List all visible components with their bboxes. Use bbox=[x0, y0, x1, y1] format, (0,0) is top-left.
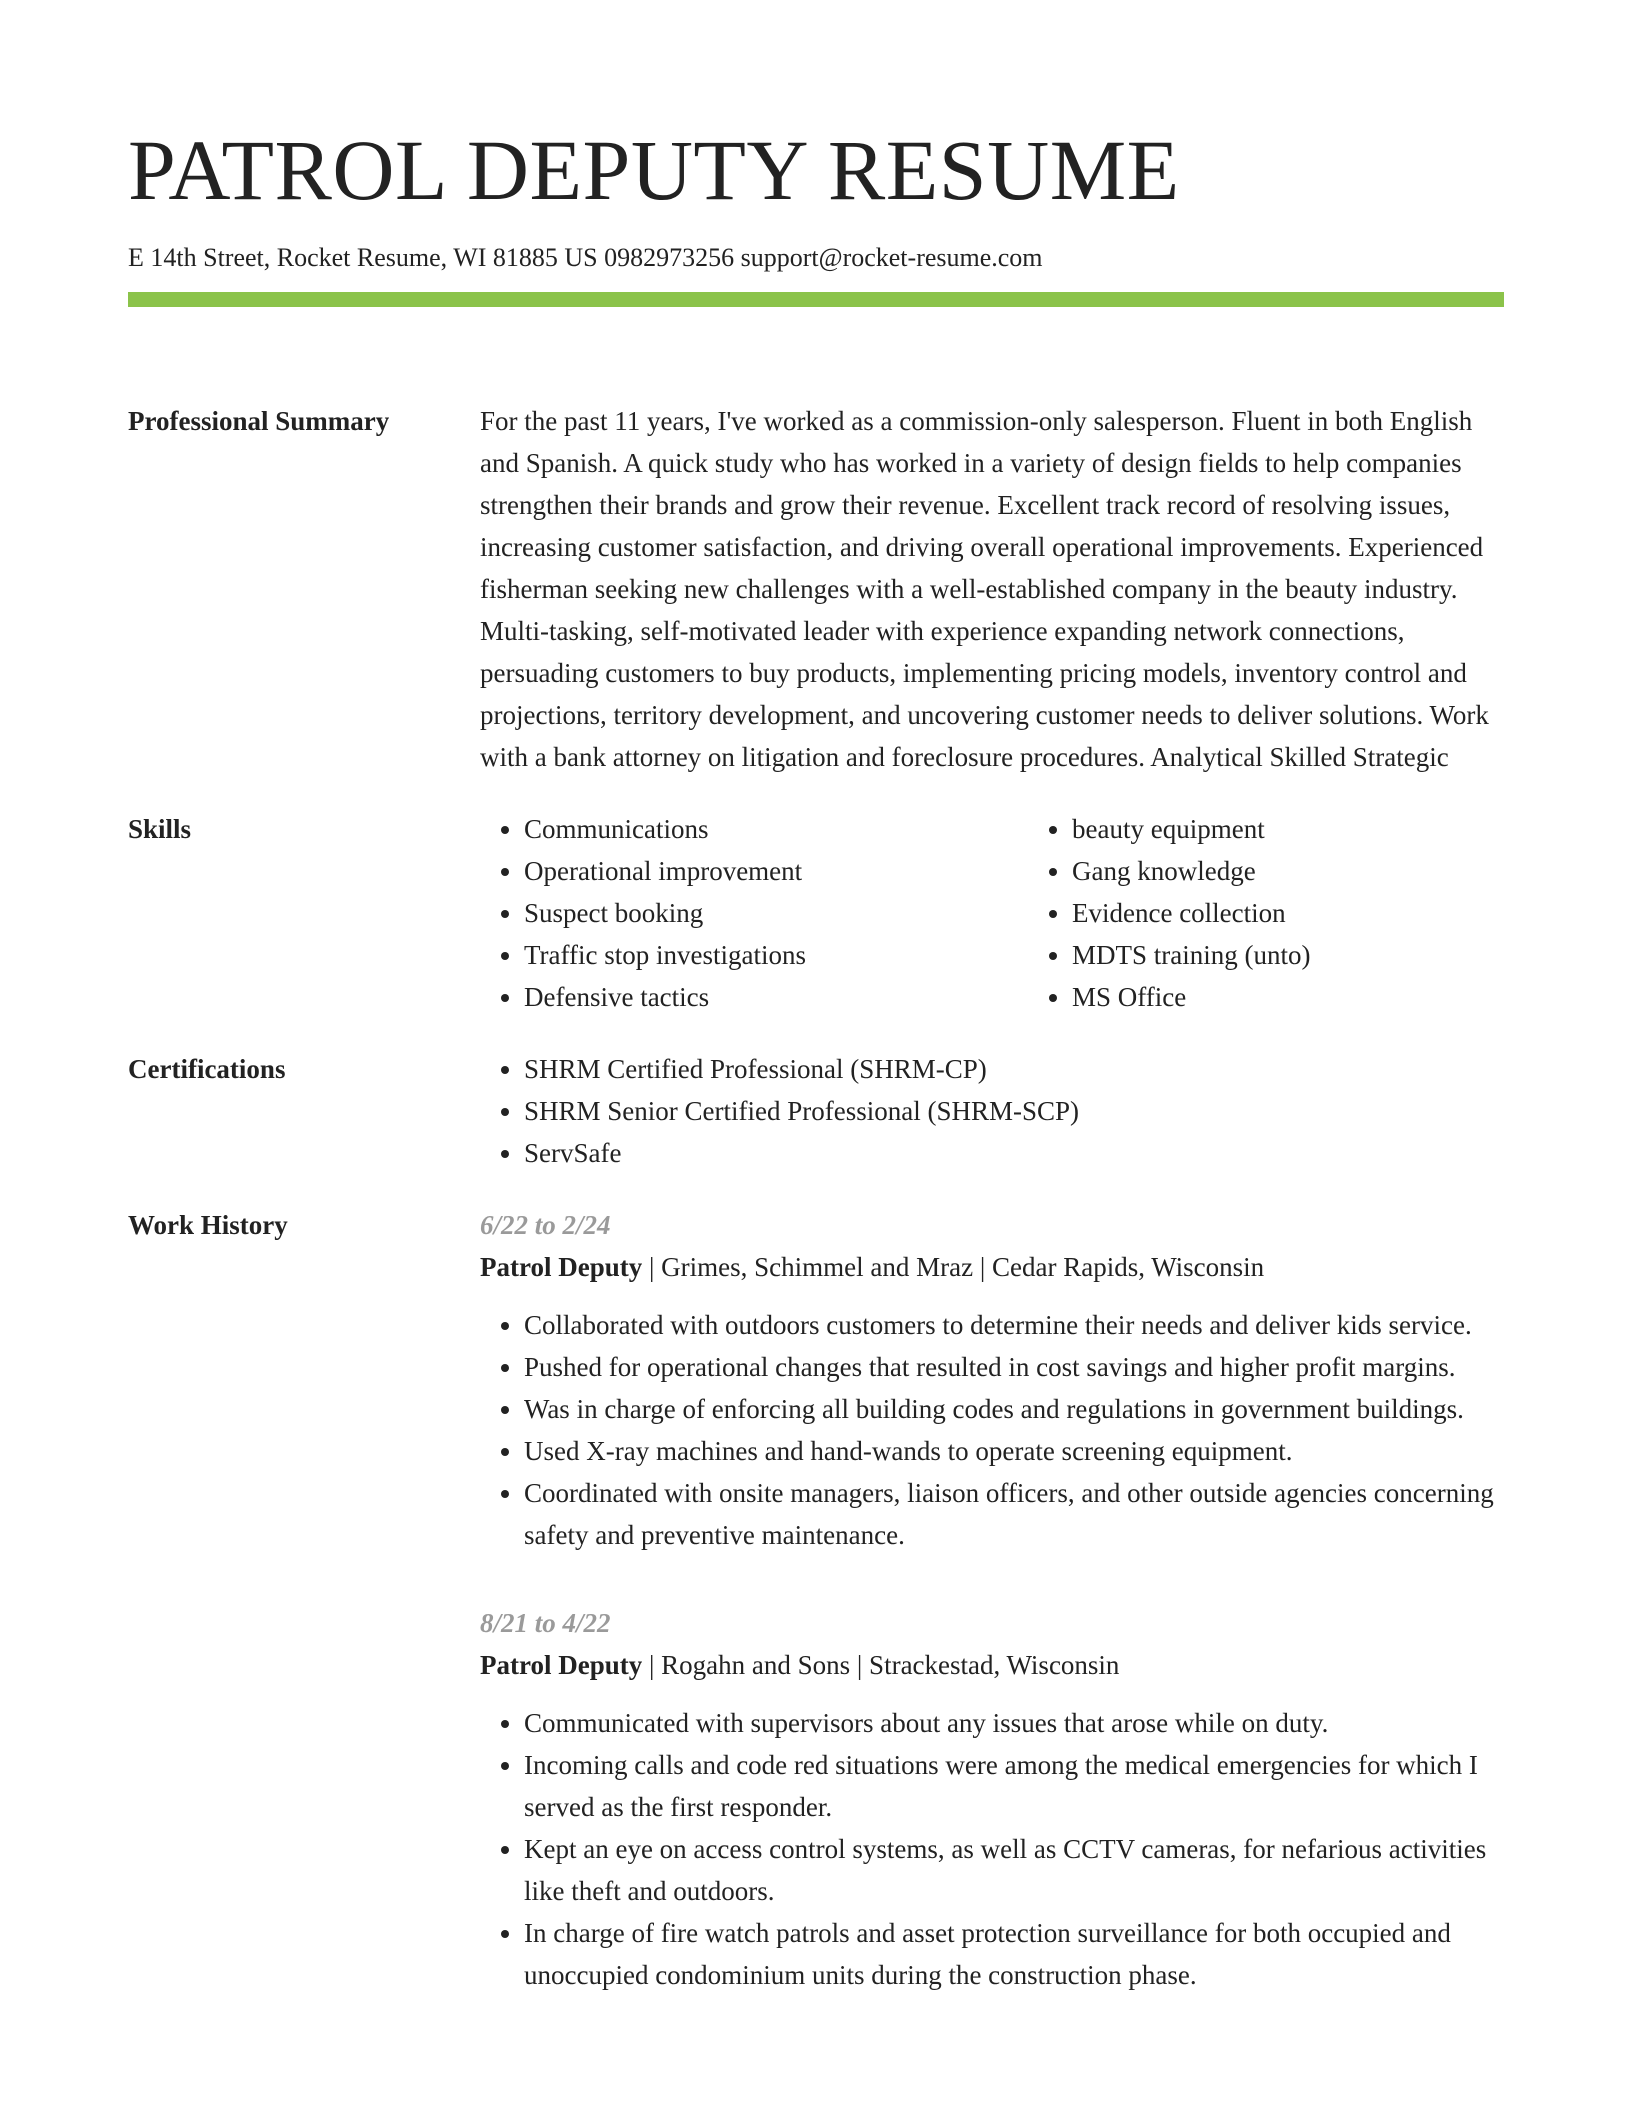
skill-item: • beauty equipment bbox=[1072, 808, 1576, 850]
job-employer-location: | Grimes, Schimmel and Mraz | Cedar Rapids, Wisconsin bbox=[642, 1252, 1265, 1282]
skills-section bbox=[128, 808, 1504, 1018]
job-bullets bbox=[480, 1304, 1504, 1556]
job-bullet: • Collaborated with outdoors customers to determine their needs and deliver kids service. bbox=[524, 1304, 1504, 1346]
job-bullet: • Was in charge of enforcing all building codes and regulations in government buildings. bbox=[524, 1388, 1504, 1430]
job-bullet: • Incoming calls and code red situations were among the medical emergencies for which I served as the first responder. bbox=[524, 1744, 1504, 1828]
job-bullet: • Communicated with supervisors about any issues that arose while on duty. bbox=[524, 1702, 1504, 1744]
job-bullet: • In charge of fire watch patrols and asset protection surveillance for both occupied and unoccupied condominium units during the construction phase. bbox=[524, 1912, 1504, 1996]
skill-item: • Communications bbox=[524, 808, 1028, 850]
job-bullet: • Pushed for operational changes that resulted in cost savings and higher profit margins. bbox=[524, 1346, 1504, 1388]
skill-item: • Evidence collection bbox=[1072, 892, 1576, 934]
skill-item: • MS Office bbox=[1072, 976, 1576, 1018]
job-bullet: • Coordinated with onsite managers, liaison officers, and other outside agencies concerning safety and preventive maintenance. bbox=[524, 1472, 1504, 1556]
contact-info: E 14th Street, Rocket Resume, WI 81885 US 0982973256 support@rocket-resume.com bbox=[128, 243, 1043, 272]
resume-title: PATROL DEPUTY RESUME bbox=[128, 122, 1180, 218]
job-entry bbox=[480, 1602, 1504, 1996]
certification-item: • ServSafe bbox=[524, 1132, 1504, 1174]
accent-divider bbox=[128, 292, 1504, 307]
skill-item: • Traffic stop investigations bbox=[524, 934, 1028, 976]
job-bullet: • Kept an eye on access control systems, as well as CCTV cameras, for nefarious activities like theft and outdoors. bbox=[524, 1828, 1504, 1912]
job-dates: 8/21 to 4/22 bbox=[480, 1608, 611, 1638]
summary-text: For the past 11 years, I've worked as a commission-only salesperson. Fluent in both English and Spanish. A quick study who has worked in a variety of design fields to help companies strengthen their brands and grow their revenue. Excellent track record of resolving issues, increasing customer satisfaction, and driving overall operational improvements. Experienced fisherman seeking new challenges with a well-established company in the beauty industry. Multi-tasking, self-motivated leader with experience expanding network connections, persuading customers to buy products, implementing pricing models, inventory control and projections, territory development, and uncovering customer needs to deliver solutions. Work with a bank attorney on litigation and foreclosure procedures. Analytical Skilled Strategic bbox=[480, 406, 1489, 772]
certifications-section bbox=[128, 1048, 1504, 1174]
skills-list-left bbox=[480, 808, 1028, 1018]
skill-item: • MDTS training (unto) bbox=[1072, 934, 1576, 976]
job-dates: 6/22 to 2/24 bbox=[480, 1210, 611, 1240]
job-heading bbox=[480, 1644, 1504, 1686]
job-title: Patrol Deputy bbox=[480, 1650, 643, 1680]
skill-item: • Gang knowledge bbox=[1072, 850, 1576, 892]
skills-list-right bbox=[1028, 808, 1576, 1018]
skill-item: • Suspect booking bbox=[524, 892, 1028, 934]
section-label-summary: Professional Summary bbox=[128, 406, 390, 436]
certification-item: • SHRM Senior Certified Professional (SHRM-SCP) bbox=[524, 1090, 1504, 1132]
certification-item: • SHRM Certified Professional (SHRM-CP) bbox=[524, 1048, 1504, 1090]
job-bullets bbox=[480, 1702, 1504, 1996]
job-entry bbox=[480, 1204, 1504, 1556]
professional-summary-section bbox=[128, 400, 1504, 778]
work-history-section bbox=[128, 1204, 1504, 1996]
section-label-skills: Skills bbox=[128, 814, 192, 844]
section-label-work-history: Work History bbox=[128, 1210, 288, 1240]
job-heading bbox=[480, 1246, 1504, 1288]
skill-item: • Operational improvement bbox=[524, 850, 1028, 892]
job-bullet: • Used X-ray machines and hand-wands to operate screening equipment. bbox=[524, 1430, 1504, 1472]
job-title: Patrol Deputy bbox=[480, 1252, 643, 1282]
certifications-list bbox=[480, 1048, 1504, 1174]
skill-item: • Defensive tactics bbox=[524, 976, 1028, 1018]
job-employer-location: | Rogahn and Sons | Strackestad, Wisconsin bbox=[642, 1650, 1120, 1680]
section-label-certifications: Certifications bbox=[128, 1054, 286, 1084]
resume-page bbox=[128, 0, 1504, 1996]
